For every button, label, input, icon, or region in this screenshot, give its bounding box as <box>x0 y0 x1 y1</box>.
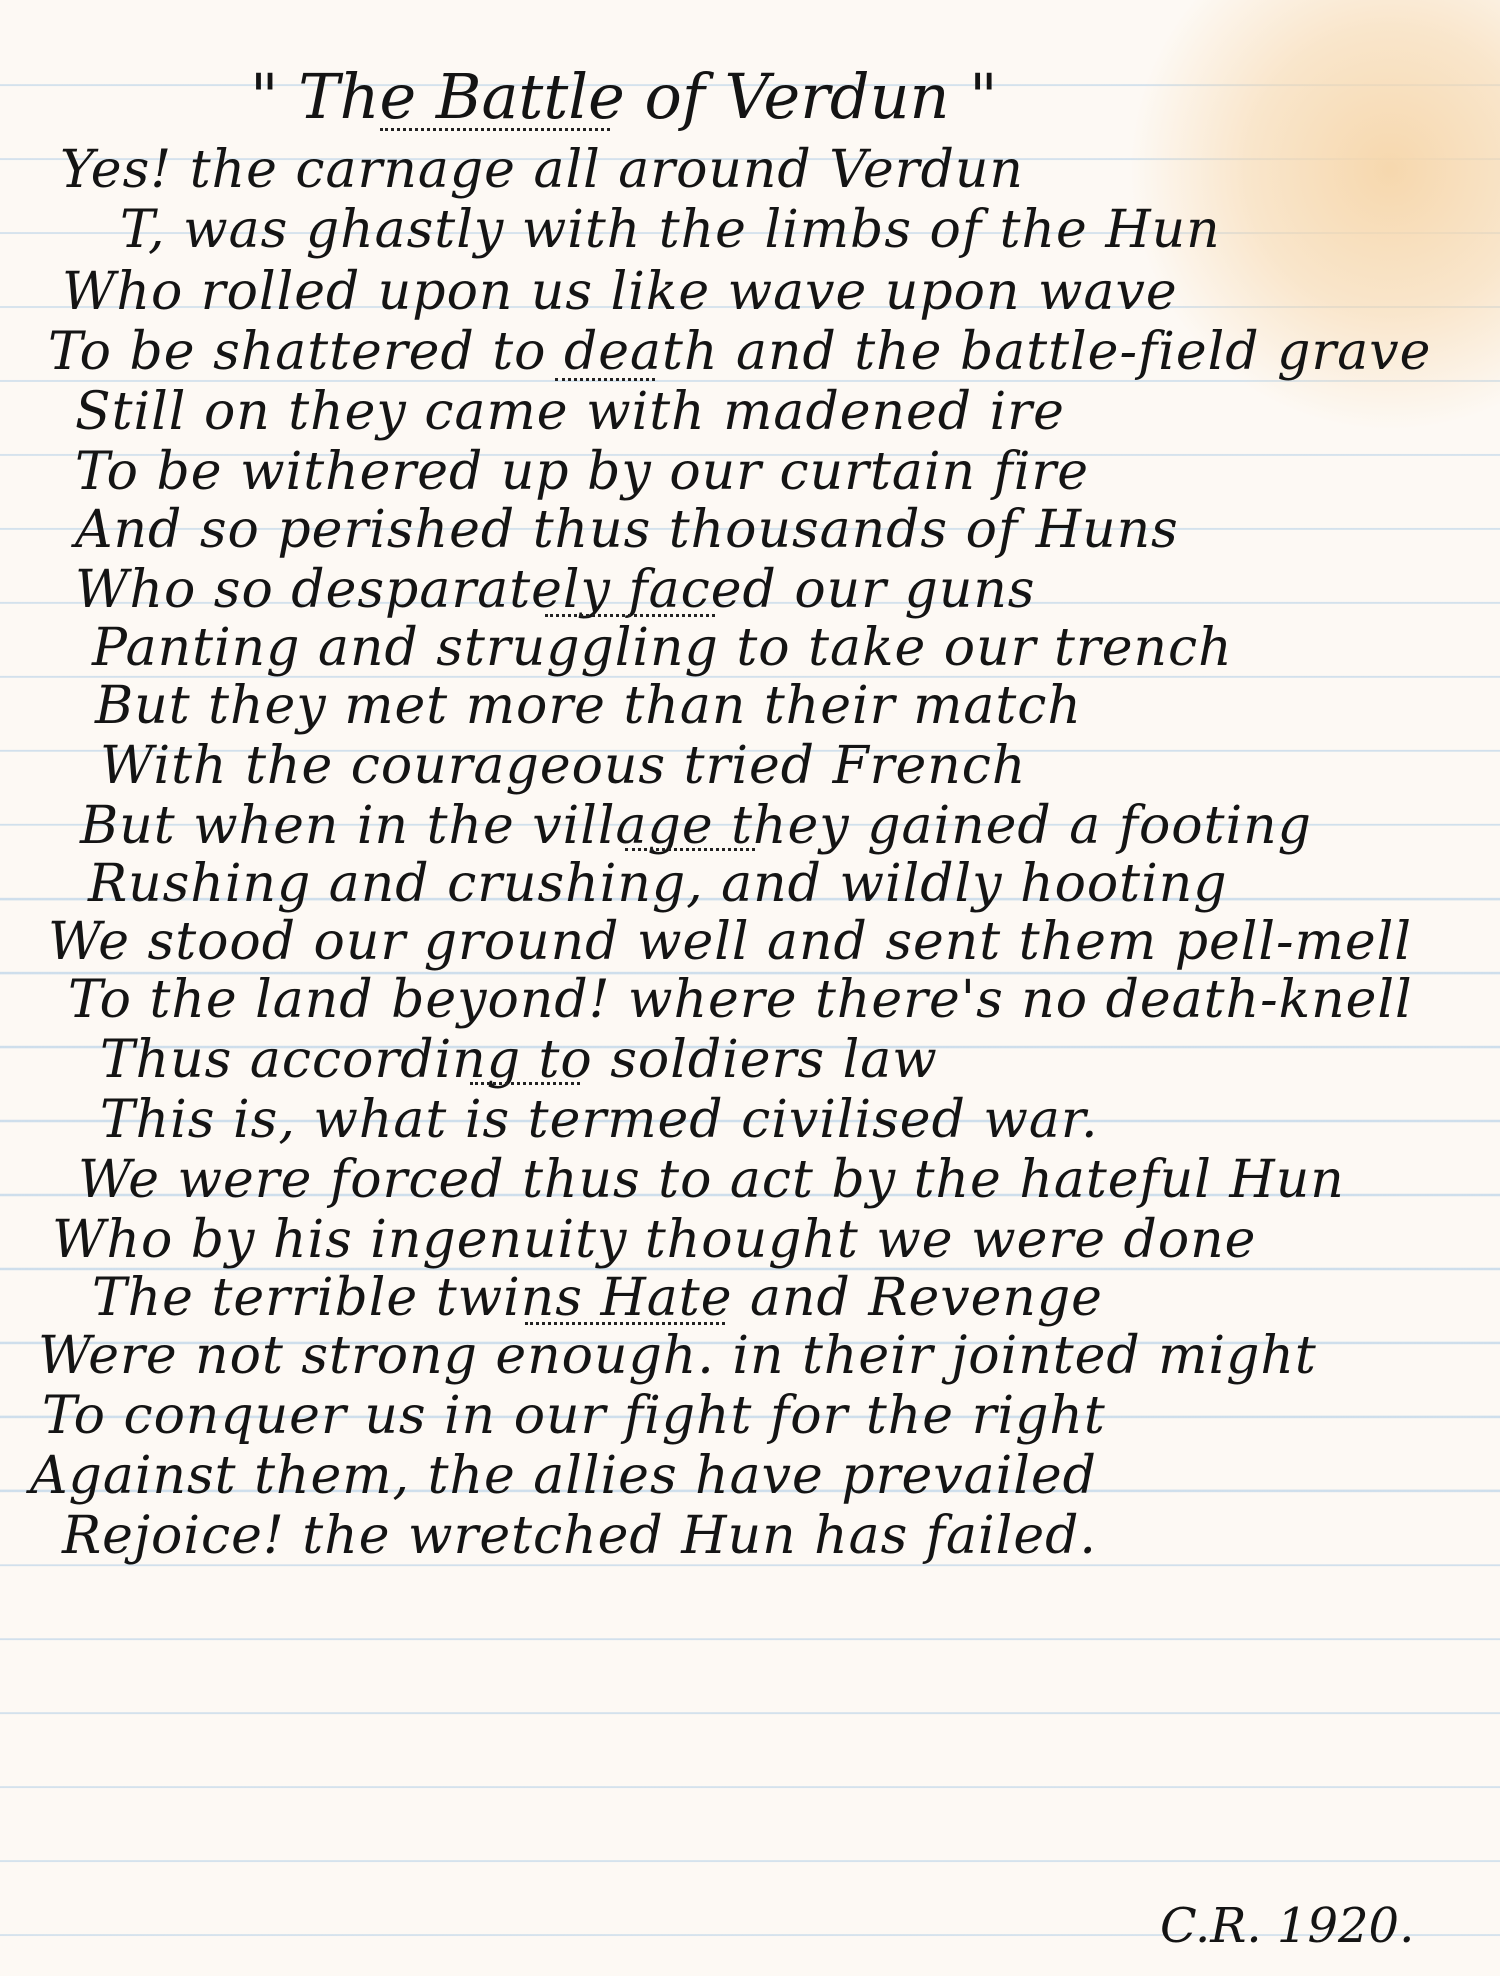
poem-line: Yes! the carnage all around Verdun <box>60 140 1024 200</box>
poem-line: Were not strong enough. in their jointed might <box>38 1326 1317 1386</box>
poem-line: The terrible twins Hate and Revenge <box>92 1268 1103 1328</box>
poem-line: T, was ghastly with the limbs of the Hun <box>120 200 1221 260</box>
poem-line: To be withered up by our curtain fire <box>75 442 1090 502</box>
dotted-underline-mark <box>625 848 755 851</box>
poem-line: To be shattered to death and the battle-field grave <box>48 322 1432 382</box>
poem-line: Who by his ingenuity thought we were done <box>52 1210 1257 1270</box>
poem-line: Against them, the allies have prevailed <box>30 1446 1097 1506</box>
dotted-underline-mark <box>555 378 655 381</box>
poem-line: Panting and struggling to take our trench <box>92 618 1233 678</box>
poem-line: Thus according to soldiers law <box>100 1030 938 1090</box>
poem-line: Rejoice! the wretched Hun has failed. <box>62 1506 1097 1566</box>
poem-line: To the land beyond! where there's no death-knell <box>68 970 1413 1030</box>
dotted-underline-mark <box>525 1322 725 1325</box>
poem-line: This is, what is termed civilised war. <box>100 1090 1099 1150</box>
dotted-underline-mark <box>470 1082 580 1085</box>
poem-line: Rushing and crushing, and wildly hooting <box>88 854 1228 914</box>
poem-line: We stood our ground well and sent them pell-mell <box>48 912 1412 972</box>
poem-line: To conquer us in our fight for the right <box>42 1386 1106 1446</box>
title-underline-mark <box>380 128 610 131</box>
poem-line: But they met more than their match <box>95 676 1082 736</box>
poem-line: Who rolled upon us like wave upon wave <box>62 262 1178 322</box>
poem-line: With the courageous tried French <box>100 736 1027 796</box>
poem-title: " The Battle of Verdun " <box>250 60 998 133</box>
dotted-underline-mark <box>545 614 715 617</box>
poem-line: Who so desparately faced our guns <box>75 560 1036 620</box>
signature: C.R. 1920. <box>1160 1898 1415 1954</box>
poem-line: But when in the village they gained a footing <box>80 796 1312 856</box>
poem-line: Still on they came with madened ire <box>75 382 1065 442</box>
poem-line: We were forced thus to act by the hateful Hun <box>78 1150 1345 1210</box>
poem-line: And so perished thus thousands of Huns <box>75 500 1179 560</box>
